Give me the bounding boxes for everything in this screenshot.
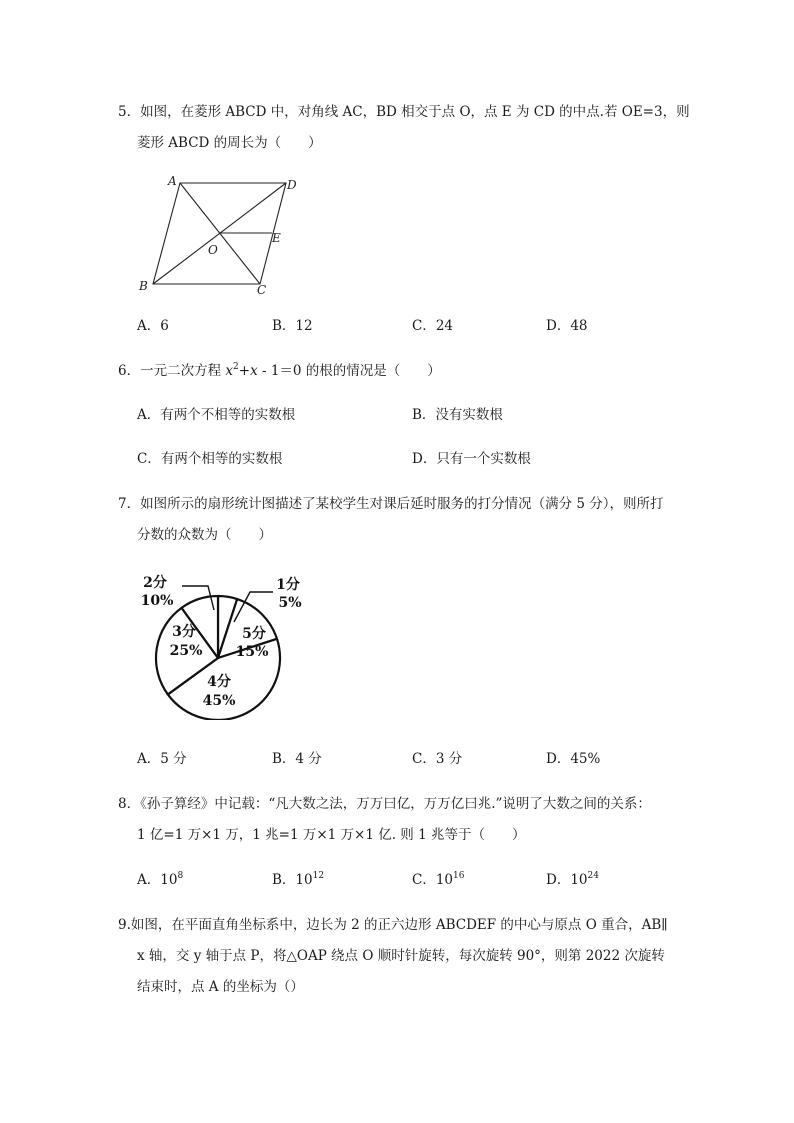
q6-eq-rest: - 1＝0 的根的情况是（ ） bbox=[257, 363, 441, 379]
slice-label-2fen: 2分 bbox=[143, 575, 167, 591]
q7-stem-line1: 7．如图所示的扇形统计图描述了某校学生对课后延时服务的打分情况（满分 5 分），则所打 bbox=[118, 496, 664, 512]
q7-option-a[interactable]: A．5 分 bbox=[137, 751, 187, 767]
q7-option-b[interactable]: B．4 分 bbox=[272, 751, 322, 767]
q8-option-a-base: A．10 bbox=[137, 872, 178, 888]
q9-stem-line1: 9.如图，在平面直角坐标系中，边长为 2 的正六边形 ABCDEF 的中心与原点 O 重合，AB∥ bbox=[118, 917, 668, 933]
q6-prefix: 6．一元二次方程 bbox=[118, 363, 226, 379]
q8-option-c-exp: 16 bbox=[453, 871, 465, 881]
label-a: A bbox=[168, 174, 177, 188]
q5-stem-line2: 菱形 ABCD 的周长为（ ） bbox=[137, 135, 322, 151]
q5-option-a[interactable]: A．6 bbox=[137, 318, 169, 334]
slice-label-3fen: 3分 bbox=[172, 624, 196, 640]
q8-option-b-base: B．10 bbox=[272, 872, 313, 888]
q6-option-d[interactable]: D．只有一个实数根 bbox=[412, 451, 531, 467]
label-d: D bbox=[287, 178, 297, 192]
q5-option-c[interactable]: C．24 bbox=[412, 318, 454, 334]
q5-option-d[interactable]: D．48 bbox=[546, 318, 588, 334]
label-e: E bbox=[272, 231, 281, 245]
q8-option-d-base: D．10 bbox=[546, 872, 588, 888]
q9-stem-line2: x 轴，交 y 轴于点 P，将△OAP 绕点 O 顺时针旋转，每次旋转 90°，则第 2022 次旋转 bbox=[137, 948, 665, 964]
pie-chart bbox=[130, 570, 310, 720]
q8-option-d-exp: 24 bbox=[587, 871, 599, 881]
q9-stem-line3: 结束时，点 A 的坐标为（） bbox=[137, 979, 304, 995]
q6-eq-plus: + bbox=[238, 363, 251, 379]
slice-label-5fen: 5分 bbox=[242, 626, 266, 642]
q6-stem bbox=[118, 361, 441, 381]
q8-option-c-base: C．10 bbox=[412, 872, 454, 888]
q6-eq-x: x bbox=[225, 363, 234, 379]
slice-percent-3fen: 25% bbox=[169, 643, 203, 659]
q6-option-a[interactable]: A．有两个不相等的实数根 bbox=[137, 407, 296, 423]
q7-option-c[interactable]: C．3 分 bbox=[412, 751, 463, 767]
slice-label-1fen: 1分 bbox=[276, 577, 300, 593]
q6-option-c[interactable]: C．有两个相等的实数根 bbox=[137, 451, 283, 467]
q8-option-a-exp: 8 bbox=[177, 871, 184, 881]
q8-option-a[interactable] bbox=[137, 870, 183, 890]
q6-eq-x2: x bbox=[250, 363, 258, 379]
q8-option-b-exp: 12 bbox=[312, 871, 325, 881]
q8-option-c[interactable] bbox=[412, 870, 464, 890]
label-c: C bbox=[257, 283, 267, 297]
slice-label-4fen: 4分 bbox=[207, 674, 231, 690]
label-o: O bbox=[208, 243, 218, 257]
slice-percent-5fen: 15% bbox=[235, 644, 269, 660]
slice-percent-4fen: 45% bbox=[202, 693, 236, 709]
q7-stem-line2: 分数的众数为（ ） bbox=[137, 527, 272, 543]
q7-option-d[interactable]: D．45% bbox=[546, 751, 601, 767]
label-b: B bbox=[139, 279, 148, 293]
q5-stem-line1: 5．如图，在菱形 ABCD 中，对角线 AC，BD 相交于点 O，点 E 为 CD 的中点.若 OE=3，则 bbox=[118, 104, 690, 120]
q5-option-b[interactable]: B．12 bbox=[272, 318, 313, 334]
rhombus-figure bbox=[135, 170, 315, 300]
slice-percent-1fen: 5% bbox=[278, 595, 302, 611]
q8-stem-line2: 1 亿=1 万×1 万，1 兆=1 万×1 万×1 亿. 则 1 兆等于（ ） bbox=[137, 827, 526, 843]
q8-option-b[interactable] bbox=[272, 870, 324, 890]
slice-percent-2fen: 10% bbox=[140, 593, 174, 609]
q6-eq-sup: 2 bbox=[233, 362, 239, 372]
q6-option-b[interactable]: B．没有实数根 bbox=[412, 407, 503, 423]
q8-stem-line1: 8．《孙子算经》中记载：“凡大数之法，万万曰亿，万万亿曰兆.”说明了大数之间的关系： bbox=[118, 796, 651, 812]
q8-option-d[interactable] bbox=[546, 870, 599, 890]
